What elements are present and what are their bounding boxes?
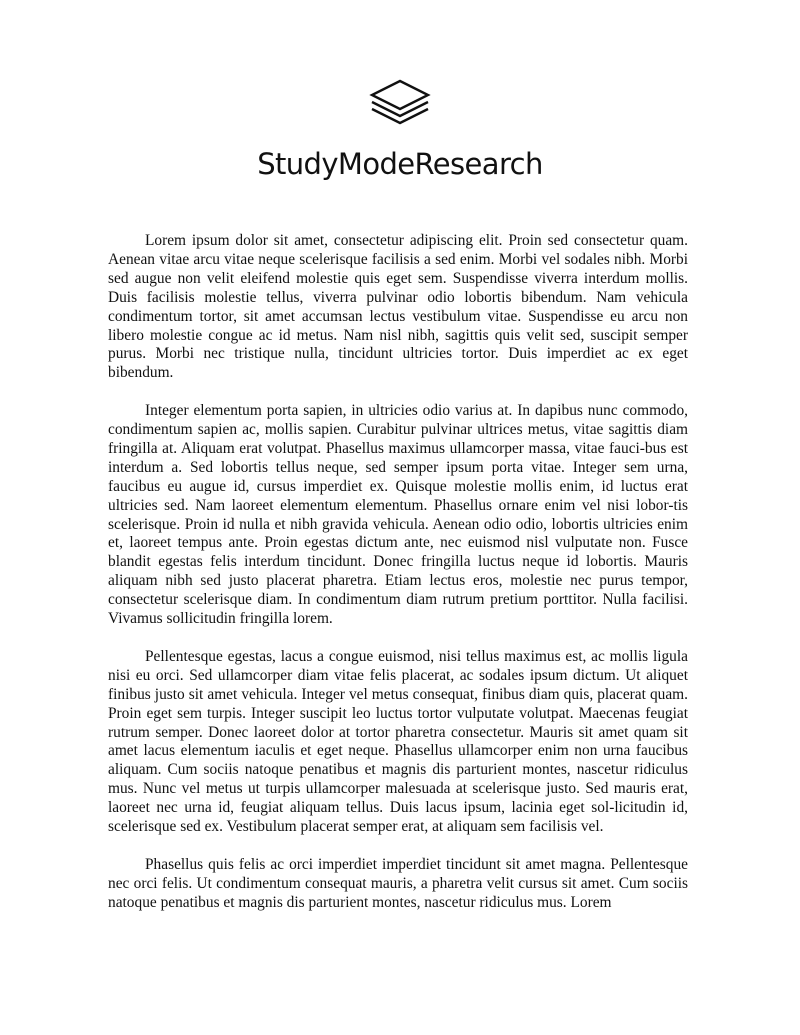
brand-name: StudyModeResearch xyxy=(257,147,543,181)
paragraph: Integer elementum porta sapien, in ultricies odio varius at. In dapibus nunc commodo, condimentum sapien ac, mollis sapien. Curabitur pulvinar ultrices metus, vitae sagittis diam fringilla at. Aliquam erat volutpat. Phasellus maximus ullamcorper massa, vitae fauci-bus est interdum a. Sed lobortis tellus neque, sed semper ipsum porta vitae. Integer sem urna, faucibus eu augue id, cursus imperdiet ex. Quisque molestie mollis enim, id luctus erat ultricies sed. Nam laoreet elementum elementum. Phasellus ornare enim vel nisi lobor-tis scelerisque. Proin id nulla et nibh gravida vehicula. Aenean odio odio, lobortis ultricies enim et, laoreet tempus ante. Proin egestas dictum ante, nec euismod nisl vulputate non. Fusce blandit egestas felis interdum tincidunt. Donec fringilla luctus neque id lobortis. Mauris aliquam nibh sed justo placerat pharetra. Etiam lectus eros, molestie nec purus tempor, consectetur scelerisque diam. In condimentum diam rutrum pretium porttitor. Nulla facilisi. Vivamus sollicitudin fringilla lorem. xyxy=(108,402,688,628)
document-body xyxy=(108,232,688,931)
stacked-layers-icon xyxy=(368,78,432,126)
brand-header xyxy=(0,78,800,182)
paragraph: Lorem ipsum dolor sit amet, consectetur adipiscing elit. Proin sed consectetur quam. Aenean vitae arcu vitae neque scelerisque facilisis a sed enim. Morbi vel sodales nibh. Morbi sed augue non velit eleifend molestie quis eget sem. Suspendisse viverra interdum mollis. Duis facilisis molestie tellus, viverra pulvinar odio lobortis bibendum. Nam vehicula condimentum tortor, sit amet accumsan lectus vestibulum vitae. Suspendisse eu arcu non libero molestie congue ac id metus. Nam nisl nibh, sagittis quis velit sed, suscipit semper purus. Morbi nec tristique nulla, tincidunt ultricies tortor. Duis imperdiet ac ex eget bibendum. xyxy=(108,232,688,382)
paragraph: Pellentesque egestas, lacus a congue euismod, nisi tellus maximus est, ac mollis ligula nisi eu orci. Sed ullamcorper diam vitae felis placerat, ac sodales ipsum dictum. Ut aliquet finibus justo sit amet vehicula. Integer vel metus consequat, finibus diam quis, placerat quam. Proin eget sem turpis. Integer suscipit leo luctus tortor vulputate volutpat. Maecenas feugiat rutrum semper. Donec laoreet dolor at tortor pharetra consectetur. Mauris sit amet quam sit amet lacus elementum iaculis et eget neque. Phasellus ullamcorper enim non urna faucibus aliquam. Cum sociis natoque penatibus et magnis dis parturient montes, nascetur ridiculus mus. Nunc vel metus ut turpis ullamcorper malesuada at scelerisque justo. Sed mauris erat, laoreet nec urna id, feugiat aliquam tellus. Duis lacus ipsum, lacinia eget sol-licitudin id, scelerisque sed ex. Vestibulum placerat semper erat, at aliquam sem facilisis vel. xyxy=(108,647,688,836)
paragraph: Phasellus quis felis ac orci imperdiet imperdiet tincidunt sit amet magna. Pellentesque nec orci felis. Ut condimentum consequat mauris, a pharetra velit cursus sit amet. Cum sociis natoque penatibus et magnis dis parturient montes, nascetur ridiculus mus. Lorem xyxy=(108,855,688,911)
